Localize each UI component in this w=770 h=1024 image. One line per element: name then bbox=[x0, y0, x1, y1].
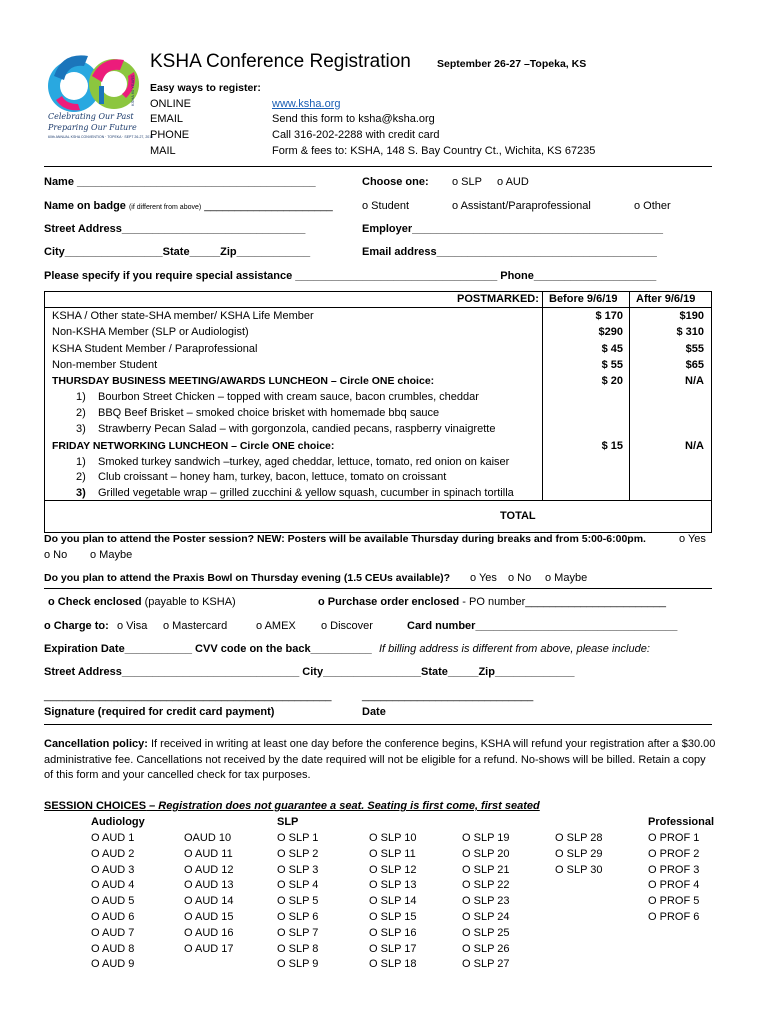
fee-table-total-line bbox=[44, 500, 712, 501]
friday-choice-3[interactable]: Grilled vegetable wrap – grilled zucchini & yellow squash, cucumber in spinach tortilla bbox=[98, 487, 514, 499]
professional-header: Professional bbox=[648, 816, 715, 828]
method-value-mail: Form & fees to: KSHA, 148 S. Bay Country Ct., Wichita, KS 67235 bbox=[272, 145, 596, 157]
date-line[interactable]: ____________________________ bbox=[362, 690, 534, 702]
session-option-slp[interactable]: O SLP 9 bbox=[277, 958, 319, 971]
session-option-aud[interactable]: OAUD 10 bbox=[184, 832, 232, 844]
option-amex[interactable]: o AMEX bbox=[256, 620, 296, 632]
praxis-maybe[interactable]: o Maybe bbox=[545, 572, 588, 584]
session-option-slp[interactable]: O SLP 3 bbox=[277, 863, 319, 876]
option-assistant[interactable]: o Assistant/Paraprofessional bbox=[452, 200, 591, 212]
thursday-before: $ 20 bbox=[601, 375, 623, 387]
thursday-choice-num-2: 2) bbox=[76, 407, 86, 419]
street-address-field[interactable]: Street Address______________________________ bbox=[44, 223, 306, 235]
check-payable-note: (payable to KSHA) bbox=[144, 596, 236, 608]
fee-row-after-2: $ 310 bbox=[676, 326, 704, 338]
signature-divider bbox=[44, 724, 712, 725]
method-label-online: ONLINE bbox=[150, 98, 191, 110]
cancellation-policy bbox=[44, 737, 716, 784]
fee-row-before-1: $ 170 bbox=[595, 310, 623, 322]
session-option-aud[interactable]: O AUD 1 bbox=[91, 832, 135, 844]
logo-tagline-2: Preparing Our Future bbox=[48, 123, 137, 132]
session-option-slp[interactable]: O SLP 21 bbox=[462, 863, 510, 876]
email-field[interactable]: Email address____________________________________ bbox=[362, 246, 657, 258]
fee-row-after-4: $65 bbox=[685, 359, 704, 371]
session-option-slp[interactable]: O SLP 15 bbox=[369, 911, 417, 923]
friday-luncheon-title: FRIDAY NETWORKING LUNCHEON – Circle ONE choice: bbox=[52, 440, 335, 452]
session-option-slp[interactable]: O SLP 17 bbox=[369, 942, 417, 955]
after-header: After 9/6/19 bbox=[636, 293, 696, 305]
session-option-slp[interactable]: O SLP 24 bbox=[462, 911, 510, 923]
city-state-zip-field[interactable]: City________________State_____Zip____________ bbox=[44, 246, 311, 258]
session-option-slp[interactable]: O SLP 7 bbox=[277, 926, 319, 939]
session-option-aud[interactable]: O AUD 9 bbox=[91, 958, 135, 971]
purchase-order-label: o Purchase order enclosed bbox=[318, 596, 460, 608]
session-option-slp[interactable]: O SLP 18 bbox=[369, 958, 417, 971]
session-option-prof[interactable]: O PROF 4 bbox=[648, 879, 700, 892]
logo-side-text: KSHA 60 YEARS bbox=[130, 75, 135, 106]
fee-row-label-2: Non-KSHA Member (SLP or Audiologist) bbox=[52, 326, 249, 338]
session-choices-subtitle: – Registration does not guarantee a seat. Seating is first come, first seated bbox=[146, 800, 540, 812]
session-option-slp[interactable]: O SLP 6 bbox=[277, 911, 319, 923]
website-link[interactable]: www.ksha.org bbox=[272, 98, 341, 110]
option-student[interactable]: o Student bbox=[362, 200, 410, 212]
purchase-order-option[interactable] bbox=[318, 596, 666, 608]
header-divider bbox=[44, 166, 712, 167]
option-visa[interactable]: o Visa bbox=[117, 620, 148, 632]
praxis-no[interactable]: o No bbox=[508, 572, 532, 584]
cancellation-text: If received in writing at least one day before the conference begins, KSHA will refund your registration after a $30.00 administrative fee. Cancellations not received by the date required will not be eligible for a refund. No-shows will be billed. Retain a copy of this form and your cancelled check for tax purposes. bbox=[44, 738, 716, 781]
session-option-slp[interactable]: O SLP 2 bbox=[277, 847, 319, 860]
session-option-aud[interactable]: O AUD 5 bbox=[91, 895, 135, 908]
session-option-aud[interactable]: O AUD 2 bbox=[91, 847, 135, 860]
audiology-header: Audiology bbox=[91, 816, 145, 828]
session-option-slp[interactable]: O SLP 8 bbox=[277, 942, 319, 955]
ksha-60-logo bbox=[44, 46, 154, 146]
session-choices-title: SESSION CHOICES bbox=[44, 800, 147, 812]
method-value-phone: Call 316-202-2288 with credit card bbox=[272, 129, 440, 141]
session-option-slp[interactable]: O SLP 13 bbox=[369, 879, 417, 892]
session-option-aud[interactable]: O AUD 11 bbox=[184, 847, 233, 860]
choose-one-label: Choose one: bbox=[362, 176, 429, 188]
session-option-aud[interactable]: O AUD 12 bbox=[184, 863, 234, 876]
slp-header: SLP bbox=[277, 816, 299, 828]
friday-choice-num-3: 3) bbox=[76, 487, 86, 499]
badge-line: _____________________ bbox=[204, 200, 333, 212]
poster-yes[interactable]: o Yes bbox=[679, 533, 706, 545]
fee-row-before-2: $290 bbox=[598, 326, 623, 338]
session-option-slp[interactable]: O SLP 1 bbox=[277, 832, 319, 844]
badge-label: Name on badge bbox=[44, 200, 126, 212]
session-option-slp[interactable]: O SLP 19 bbox=[462, 832, 510, 844]
session-option-aud[interactable]: O AUD 14 bbox=[184, 895, 234, 908]
fee-row-after-1: $190 bbox=[679, 310, 704, 322]
session-option-slp[interactable]: O SLP 4 bbox=[277, 879, 319, 892]
signature-label: Signature (required for credit card payment) bbox=[44, 706, 275, 718]
thursday-choice-num-3: 3) bbox=[76, 423, 86, 435]
billing-street-field[interactable]: Street Address_____________________________ City________________State_____Zip_____________ bbox=[44, 666, 575, 678]
option-slp[interactable]: o SLP bbox=[452, 176, 482, 188]
session-option-aud[interactable]: O AUD 7 bbox=[91, 926, 135, 939]
method-label-phone: PHONE bbox=[150, 129, 190, 141]
session-option-aud[interactable]: O AUD 4 bbox=[91, 879, 135, 892]
fee-table-header-line bbox=[44, 307, 712, 308]
name-on-badge-field[interactable] bbox=[44, 200, 333, 212]
poster-no[interactable]: o No bbox=[44, 549, 68, 561]
friday-before: $ 15 bbox=[601, 440, 623, 452]
session-option-slp[interactable]: O SLP 27 bbox=[462, 958, 510, 971]
praxis-yes[interactable]: o Yes bbox=[470, 572, 497, 584]
thursday-after: N/A bbox=[685, 375, 704, 387]
badge-note: (if different from above) bbox=[128, 204, 202, 211]
date-label: Date bbox=[362, 706, 386, 718]
date-location: September 26-27 –Topeka, KS bbox=[437, 58, 587, 70]
thursday-choice-num-1: 1) bbox=[76, 391, 86, 403]
praxis-question: Do you plan to attend the Praxis Bowl on Thursday evening (1.5 CEUs available)? bbox=[44, 572, 451, 584]
expiration-cvv-field[interactable]: Expiration Date___________ CVV code on the back__________ bbox=[44, 643, 372, 655]
charge-to-label: o Charge to: bbox=[44, 620, 109, 632]
fee-row-label-4: Non-member Student bbox=[52, 359, 158, 371]
option-aud[interactable]: o AUD bbox=[497, 176, 529, 188]
session-option-aud[interactable]: O AUD 3 bbox=[91, 863, 135, 876]
page-title: KSHA Conference Registration bbox=[150, 51, 411, 72]
session-option-aud[interactable]: O AUD 6 bbox=[91, 911, 135, 923]
session-choices-heading bbox=[44, 800, 540, 812]
employer-field[interactable]: Employer_________________________________________ bbox=[362, 223, 663, 235]
fee-row-label-1: KSHA / Other state-SHA member/ KSHA Life Member bbox=[52, 310, 314, 322]
session-option-slp[interactable]: O SLP 25 bbox=[462, 926, 510, 939]
session-option-slp[interactable]: O SLP 30 bbox=[555, 863, 603, 876]
option-discover[interactable]: o Discover bbox=[321, 620, 373, 632]
session-option-slp[interactable]: O SLP 10 bbox=[369, 832, 417, 844]
thursday-choice-2[interactable]: BBQ Beef Brisket – smoked choice brisket with homemade bbq sauce bbox=[98, 407, 440, 419]
fee-row-before-3: $ 45 bbox=[601, 343, 623, 355]
session-option-slp[interactable]: O SLP 20 bbox=[462, 847, 510, 860]
thursday-luncheon-title: THURSDAY BUSINESS MEETING/AWARDS LUNCHEON – Circle ONE choice: bbox=[52, 375, 435, 387]
method-value-email: Send this form to ksha@ksha.org bbox=[272, 113, 435, 125]
session-option-aud[interactable]: O AUD 13 bbox=[184, 879, 234, 892]
cancellation-label: Cancellation policy: bbox=[44, 738, 148, 750]
logo-tagline-1: Celebrating Our Past bbox=[48, 112, 134, 121]
session-option-prof[interactable]: O PROF 1 bbox=[648, 832, 700, 844]
check-enclosed-option[interactable] bbox=[48, 596, 236, 608]
session-option-slp[interactable]: O SLP 14 bbox=[369, 895, 417, 908]
option-other[interactable]: o Other bbox=[634, 200, 671, 212]
session-option-slp[interactable]: O SLP 23 bbox=[462, 895, 510, 908]
method-label-mail: MAIL bbox=[150, 145, 176, 157]
session-option-slp[interactable]: O SLP 5 bbox=[277, 895, 319, 908]
card-number-field[interactable]: Card number_________________________________ bbox=[407, 620, 678, 632]
billing-address-note: If billing address is different from above, please include: bbox=[379, 643, 650, 655]
option-mastercard[interactable]: o Mastercard bbox=[163, 620, 228, 632]
fee-table-divider-1 bbox=[542, 291, 543, 500]
session-option-prof[interactable]: O PROF 3 bbox=[648, 863, 700, 876]
session-option-slp[interactable]: O SLP 26 bbox=[462, 942, 510, 955]
session-option-prof[interactable]: O PROF 5 bbox=[648, 895, 700, 908]
po-number-field: - PO number_______________________ bbox=[462, 596, 666, 608]
friday-choice-num-1: 1) bbox=[76, 456, 86, 468]
special-assistance-field[interactable]: Please specify if you require special assistance _________________________________ Phone____________________ bbox=[44, 270, 657, 282]
session-option-slp[interactable]: O SLP 22 bbox=[462, 879, 510, 892]
friday-after: N/A bbox=[685, 440, 704, 452]
session-option-prof[interactable]: O PROF 6 bbox=[648, 911, 700, 923]
total-label: TOTAL bbox=[500, 510, 536, 522]
fee-row-after-3: $55 bbox=[685, 343, 704, 355]
poster-maybe[interactable]: o Maybe bbox=[90, 549, 133, 561]
session-option-prof[interactable]: O PROF 2 bbox=[648, 847, 700, 860]
session-option-aud[interactable]: O AUD 16 bbox=[184, 926, 234, 939]
signature-line[interactable]: _______________________________________________ bbox=[44, 690, 332, 702]
name-field[interactable]: Name _______________________________________ bbox=[44, 176, 316, 188]
before-header: Before 9/6/19 bbox=[549, 293, 618, 305]
fee-row-before-4: $ 55 bbox=[601, 359, 623, 371]
session-option-slp[interactable]: O SLP 11 bbox=[369, 847, 416, 860]
fee-table-divider-2 bbox=[629, 291, 630, 500]
friday-choice-2[interactable]: Club croissant – honey ham, turkey, bacon, lettuce, tomato on croissant bbox=[98, 471, 447, 483]
session-option-slp[interactable]: O SLP 28 bbox=[555, 832, 603, 844]
session-option-aud[interactable]: O AUD 15 bbox=[184, 911, 234, 923]
session-option-aud[interactable]: O AUD 8 bbox=[91, 942, 135, 955]
fee-row-label-3: KSHA Student Member / Paraprofessional bbox=[52, 343, 258, 355]
method-label-email: EMAIL bbox=[150, 113, 184, 125]
ways-title: Easy ways to register: bbox=[150, 82, 261, 94]
praxis-divider bbox=[44, 588, 712, 589]
thursday-choice-3[interactable]: Strawberry Pecan Salad – with gorgonzola, candied pecans, raspberry vinaigrette bbox=[98, 423, 496, 435]
logo-tagline-3: 60th ANNUAL KSHA CONVENTION · TOPEKA · SEPT 26-27, 2019 bbox=[48, 135, 154, 139]
check-enclosed-label: o Check enclosed bbox=[48, 596, 142, 608]
friday-choice-num-2: 2) bbox=[76, 471, 86, 483]
session-option-slp[interactable]: O SLP 29 bbox=[555, 847, 603, 860]
session-option-slp[interactable]: O SLP 12 bbox=[369, 863, 417, 876]
thursday-choice-1[interactable]: Bourbon Street Chicken – topped with cream sauce, bacon crumbles, cheddar bbox=[98, 391, 479, 403]
poster-question: Do you plan to attend the Poster session? NEW: Posters will be available Thursday during breaks and from 5:00-6:00pm. bbox=[44, 533, 646, 545]
postmarked-label: POSTMARKED: bbox=[457, 293, 539, 305]
session-option-slp[interactable]: O SLP 16 bbox=[369, 926, 417, 939]
session-option-aud[interactable]: O AUD 17 bbox=[184, 942, 234, 955]
friday-choice-1[interactable]: Smoked turkey sandwich –turkey, aged cheddar, lettuce, tomato, red onion on kaiser bbox=[98, 456, 510, 468]
